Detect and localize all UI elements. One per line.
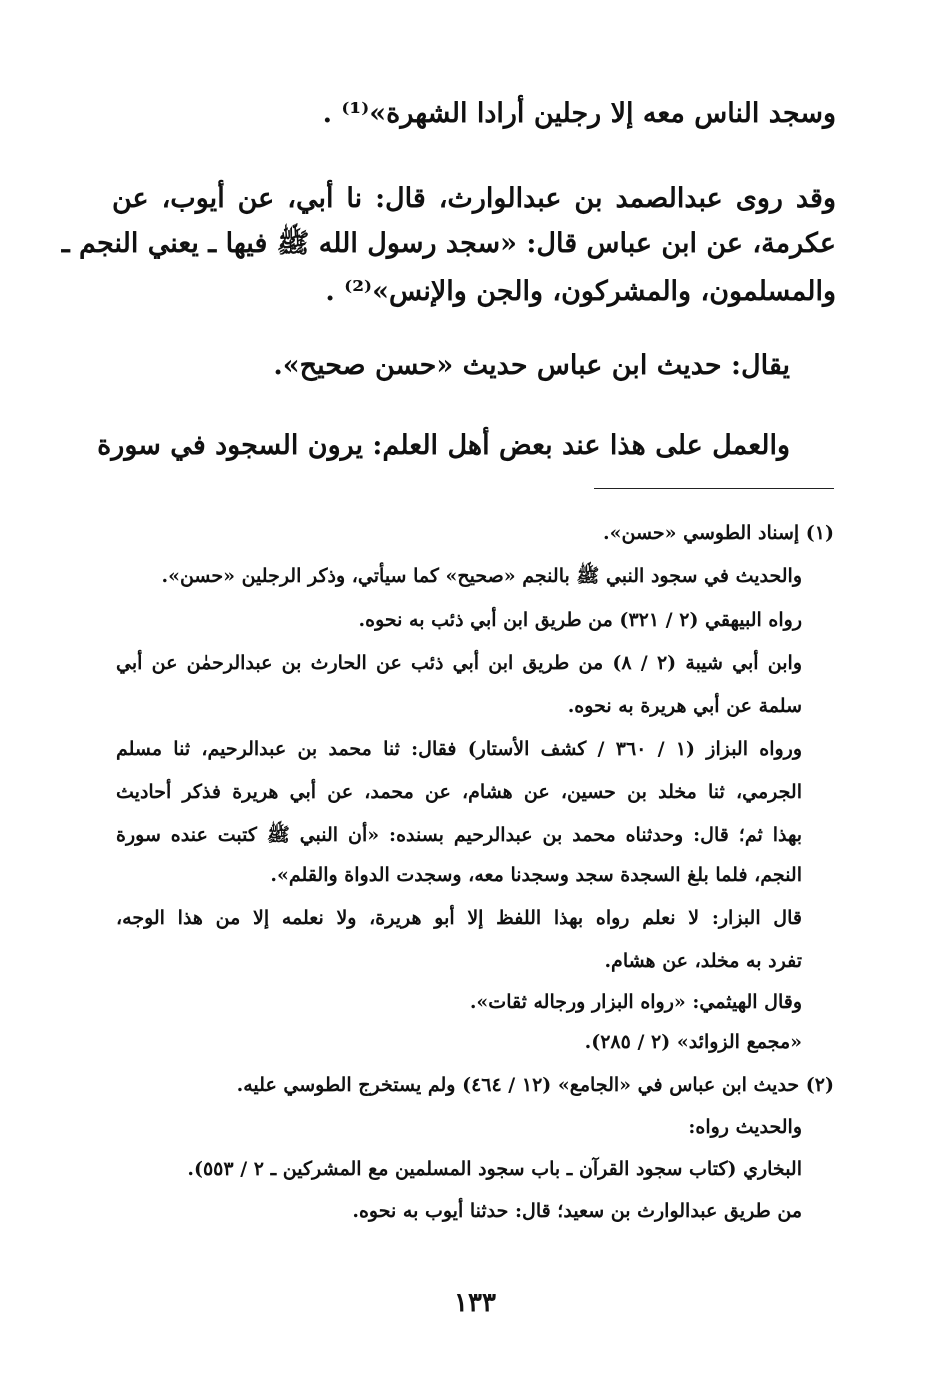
footnote-line: تفرد به مخلد، عن هشام. [604,950,802,972]
footnote-line: الجرمي، ثنا مخلد بن حسين، عن هشام، عن محمد، عن أبي هريرة فذكر أحاديث [116,781,802,803]
main-text-line-5: يقال: حديث ابن عباس حديث «حسن صحيح». [273,350,790,381]
footnote-line: البخاري (كتاب سجود القرآن ـ باب سجود المسلمين مع المشركين ـ ٢ / ٥٥٣). [187,1158,802,1180]
main-text-line-3: عكرمة، عن ابن عباس قال: «سجد رسول الله ﷺ فيها ـ يعني النجم ـ [61,228,836,259]
main-text-line-1: وسجد الناس معه إلا رجلين أرادا الشهرة»⁽¹⁾ . [322,98,836,129]
footnote-line: بهذا ثم؛ قال: وحدثناه محمد بن عبدالرحيم بسنده: «أن النبي ﷺ كتبت عنده سورة [116,824,802,846]
footnote-line: سلمة عن أبي هريرة به نحوه. [567,695,802,717]
footnote-separator [594,488,834,489]
footnote-line: وابن أبي شيبة (٢ / ٨) من طريق ابن أبي ذئب عن الحارث بن عبدالرحمٰن عن أبي [116,652,802,674]
main-text-line-2: وقد روى عبدالصمد بن عبدالوارث، قال: نا أبي، عن أيوب، عن [112,183,836,214]
page-number: ١٣٣ [454,1288,496,1318]
main-text-line-4: والمسلمون، والمشركون، والجن والإنس»⁽²⁾ . [325,276,836,307]
footnote-1-heading: (١) إسناد الطوسي «حسن». [603,522,834,544]
footnote-line: وقال الهيثمي: «رواه البزار ورجاله ثقات». [469,991,802,1013]
footnote-line: والحديث في سجود النبي ﷺ بالنجم «صحيح» كما سيأتي، وذكر الرجلين «حسن». [161,565,802,587]
footnote-2-heading: (٢) حديث ابن عباس في «الجامع» (١٢ / ٤٦٤) ولم يستخرج الطوسي عليه. [236,1074,834,1096]
main-text-line-6: والعمل على هذا عند بعض أهل العلم: يرون السجود في سورة [97,430,790,461]
footnote-line: «مجمع الزوائد» (٢ / ٢٨٥). [584,1031,802,1053]
footnote-line: النجم، فلما بلغ السجدة سجد وسجدنا معه، وسجدت الدواة والقلم». [270,864,802,886]
footnote-line: رواه البيهقي (٢ / ٣٢١) من طريق ابن أبي ذئب به نحوه. [358,609,802,631]
footnote-line: من طريق عبدالوارث بن سعيد؛ قال: حدثنا أيوب به نحوه. [352,1200,802,1222]
footnote-line: والحديث رواه: [688,1116,802,1138]
footnote-line: قال البزار: لا نعلم رواه بهذا اللفظ إلا أبو هريرة، ولا نعلمه إلا من هذا الوجه، [116,907,802,929]
footnote-line: ورواه البزاز (١ / ٣٦٠ / كشف الأستار) فقال: ثنا محمد بن عبدالرحيم، ثنا مسلم [116,738,803,760]
